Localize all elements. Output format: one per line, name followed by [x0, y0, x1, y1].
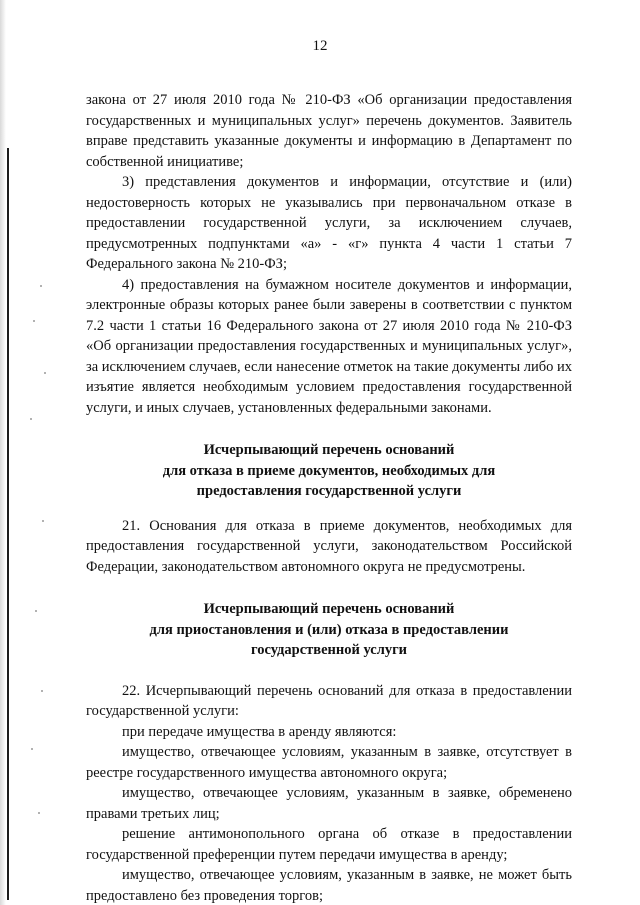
scan-speck [33, 320, 35, 322]
scan-speck [41, 690, 43, 692]
heading-line: для приостановления и (или) отказа в предоставлении [149, 621, 509, 638]
spacer [86, 577, 572, 599]
scan-speck [31, 748, 33, 750]
paragraph-law-reference: закона от 27 июля 2010 года № 210-ФЗ «Об организации предоставления государственных и муниципальных услуг» перечень документов. Заявитель вправе представить указанные документы и информацию в Департамент по собственной инициативе; [86, 92, 572, 170]
scan-speck [40, 285, 42, 287]
scan-speck [42, 520, 44, 522]
scan-speck [35, 610, 37, 612]
page-number: 12 [312, 38, 328, 54]
heading-line: для отказа в приеме документов, необходимых для [162, 462, 496, 479]
scan-edge-shadow [0, 0, 6, 905]
paragraph-item-4: 4) предоставления на бумажном носителе документов и информации, электронные образы которых ранее были заверены в соответствии с пунктом 7.2 части 1 статьи 16 Федерального закона от 27 июля 2010 года № 210-ФЗ «Об организации предоставления государственных и муниципальных услуг», за исключением случаев, если нанесение отметок на такие документы либо их изъятие является необходимым условием предоставления государственной услуги, и иных случаев, установленных федеральными законами. [86, 276, 573, 416]
scan-speck [30, 418, 32, 420]
heading-line: Исчерпывающий перечень оснований [203, 601, 455, 617]
section-heading-refusal-acceptance [86, 440, 572, 502]
heading-line: предоставления государственной услуги [196, 483, 462, 499]
paragraph-absent-in-registry: имущество, отвечающее условиям, указанным в заявке, отсутствует в реестре государственного имущества автономного округа; [86, 744, 572, 781]
document-body [86, 90, 572, 905]
paragraph-without-tender: имущество, отвечающее условиям, указанным в заявке, не может быть предоставлено без проведения торгов; [86, 867, 572, 904]
scan-speck [44, 372, 46, 374]
section-heading-suspension-refusal [86, 599, 572, 661]
paragraph-21: 21. Основания для отказа в приеме документов, необходимых для предоставления государственной услуги, законодательством Российской Федерации, законодательством автономного округа не предусмотрены. [86, 517, 572, 575]
spacer [86, 661, 572, 681]
paragraph-item-3: 3) представления документов и информации, отсутствие и (или) недостоверность которых не указывались при первоначальном отказе в предоставлении государственной услуги, за исключением случаев, предусмотренных подпунктами «а» - «г» пункта 4 части 1 статьи 7 Федерального закона № 210-ФЗ; [86, 174, 572, 272]
paragraph-22: 22. Исчерпывающий перечень оснований для отказа в предоставлении государственной услуги: [86, 682, 572, 719]
paragraph-encumbered: имущество, отвечающее условиям, указанным в заявке, обременено правами третьих лиц; [86, 785, 572, 822]
left-margin-line [7, 148, 9, 900]
scan-speck [38, 812, 40, 814]
heading-line: государственной услуги [250, 642, 408, 658]
paragraph-antimonopoly-decision: решение антимонопольного органа об отказе в предоставлении государственной преференции путем передачи имущества в аренду; [86, 826, 572, 863]
paragraph-lease-intro: при передаче имущества в аренду являются: [122, 723, 397, 740]
spacer [86, 418, 572, 440]
heading-line: Исчерпывающий перечень оснований [203, 442, 455, 458]
spacer [86, 502, 572, 516]
